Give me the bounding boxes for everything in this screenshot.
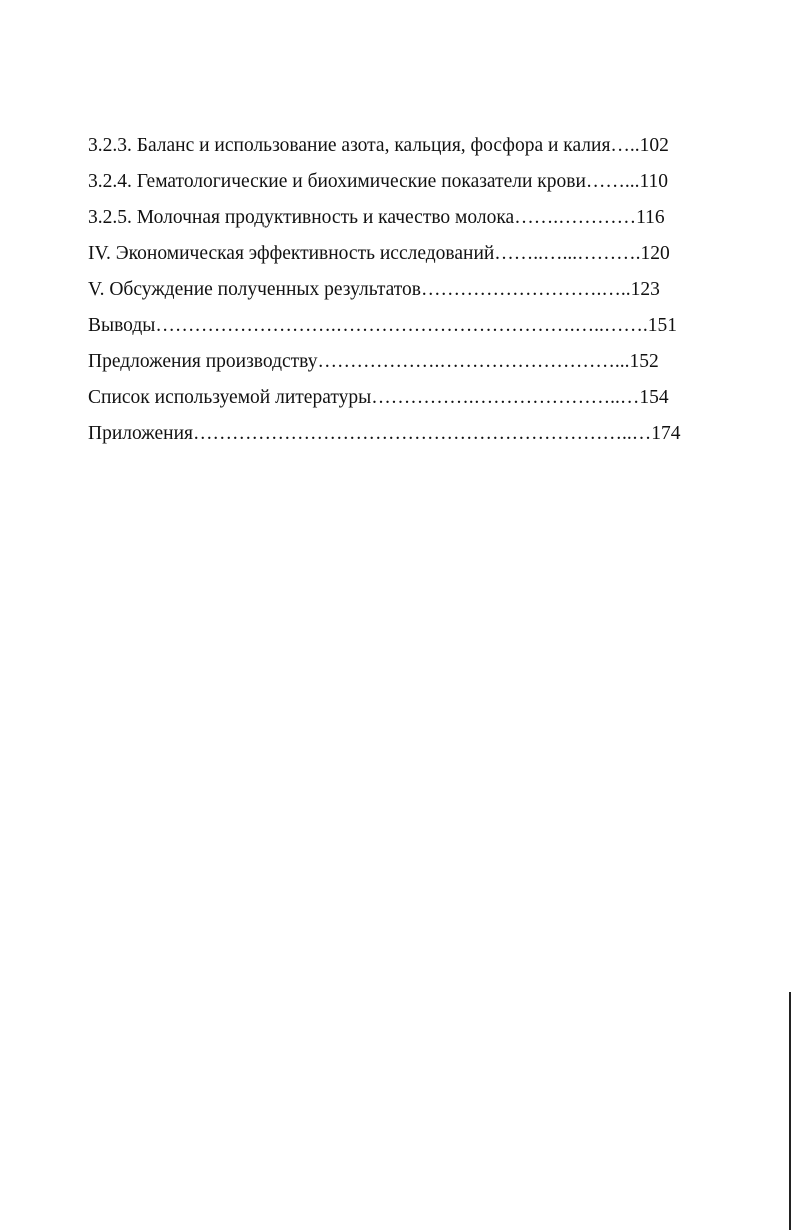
scan-edge-line	[789, 992, 791, 1230]
toc-entry-proposals: Предложения производству……………….………………………...152	[88, 351, 659, 372]
toc-entry-v: V. Обсуждение полученных результатов……………………….…..123	[88, 279, 660, 300]
toc-entry-3-2-4: 3.2.4. Гематологические и биохимические показатели крови……...110	[88, 171, 669, 192]
toc-entry-iv: IV. Экономическая эффективность исследований……..…...……….120	[88, 243, 670, 264]
toc-entry-3-2-3: 3.2.3. Баланс и использование азота, кальция, фосфора и калия…..102	[88, 135, 669, 156]
toc-entry-references: Список используемой литературы…………….…………………..…154	[88, 387, 669, 408]
toc-entry-conclusions: Выводы……………………….……………………………….…..…….151	[88, 315, 678, 336]
toc-entry-3-2-5: 3.2.5. Молочная продуктивность и качество молока…….…………116	[88, 207, 665, 228]
toc-entry-appendices: Приложения…………………………………………………………..…174	[88, 423, 681, 444]
table-of-contents	[88, 128, 688, 452]
